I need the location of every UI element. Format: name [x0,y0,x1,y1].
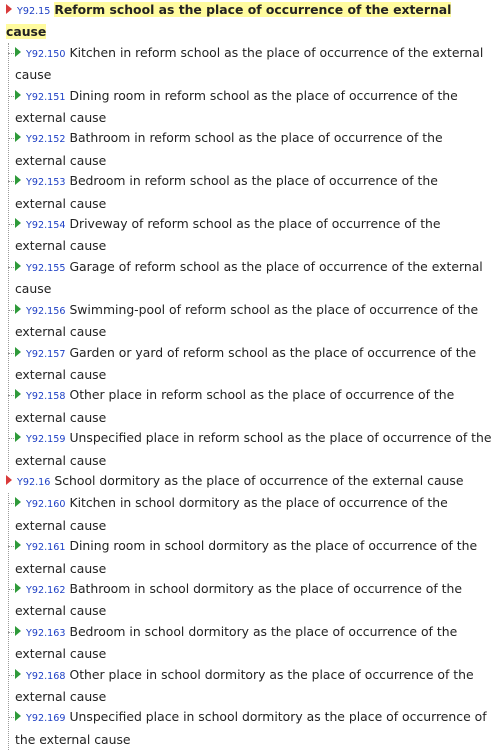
tree-node-row[interactable] [6,622,500,665]
tree-elbow-line [8,717,14,718]
node-title[interactable]: Driveway of reform school as the place of occurrence of the external cause [15,216,441,254]
tree-node-row[interactable] [6,493,500,536]
tree-node-y92-153[interactable] [6,171,500,214]
tree-node-y92-155[interactable] [6,257,500,300]
tree-node-row[interactable] [6,707,500,750]
tree-node-y92-16[interactable] [0,471,500,750]
child-list [6,493,500,750]
tree-node-y92-159[interactable] [6,428,500,471]
tree-node-y92-152[interactable] [6,128,500,171]
tree-node-y92-160[interactable] [6,493,500,536]
expanded-triangle-icon[interactable] [6,4,12,14]
tree-elbow-line [8,675,14,676]
tree-node-row[interactable] [6,536,500,579]
collapsed-triangle-icon[interactable] [15,432,21,442]
tree-node-y92-151[interactable] [6,86,500,129]
collapsed-triangle-icon[interactable] [15,90,21,100]
collapsed-triangle-icon[interactable] [15,389,21,399]
node-code[interactable]: Y92.157 [26,348,66,360]
collapsed-triangle-icon[interactable] [15,711,21,721]
tree-elbow-line [8,181,14,182]
tree-node-row[interactable] [6,665,500,708]
node-code[interactable]: Y92.161 [26,542,66,554]
collapsed-triangle-icon[interactable] [15,304,21,314]
tree-node-row[interactable] [6,257,500,300]
child-list [6,43,500,471]
tree-elbow-line [8,438,14,439]
tree-node-row[interactable] [6,86,500,129]
node-code[interactable]: Y92.154 [26,220,66,232]
node-title[interactable]: Bathroom in school dormitory as the place of occurrence of the external cause [15,580,463,619]
node-code[interactable]: Y92.162 [26,584,66,596]
node-title[interactable]: Unspecified place in school dormitory as the place of occurrence of the external cause [15,709,487,747]
node-code[interactable]: Y92.163 [26,627,66,639]
tree-elbow-line [8,589,14,590]
collapsed-triangle-icon[interactable] [15,497,21,507]
collapsed-triangle-icon[interactable] [15,347,21,357]
node-title[interactable]: Garage of reform school as the place of occurrence of the external cause [15,258,483,297]
tree-elbow-line [8,632,14,633]
tree-node-row[interactable] [6,0,500,43]
tree-elbow-line [8,53,14,54]
node-title[interactable]: Bedroom in school dormitory as the place of occurrence of the external cause [15,623,458,662]
tree-elbow-line [8,503,14,504]
tree-node-row[interactable] [6,128,500,171]
node-title[interactable]: Other place in school dormitory as the place of occurrence of the external cause [15,666,474,704]
node-title[interactable]: Garden or yard of reform school as the place of occurrence of the external cause [15,344,477,382]
node-title[interactable]: Bedroom in reform school as the place of occurrence of the external cause [15,173,438,211]
tree-elbow-line [8,353,14,354]
tree-node-row[interactable] [6,300,500,343]
node-title[interactable]: Other place in reform school as the place of occurrence of the external cause [15,387,455,425]
tree-elbow-line [8,224,14,225]
collapsed-triangle-icon[interactable] [15,47,21,57]
node-title[interactable]: Dining room in reform school as the place of occurrence of the external cause [15,87,458,126]
collapsed-triangle-icon[interactable] [15,132,21,142]
node-code[interactable]: Y92.152 [26,134,66,146]
tree-elbow-line [8,138,14,139]
node-title[interactable]: Reform school as the place of occurrence of the external cause [6,2,452,40]
node-code[interactable]: Y92.160 [26,499,66,511]
tree-node-y92-163[interactable] [6,622,500,665]
collapsed-triangle-icon[interactable] [15,626,21,636]
node-code[interactable]: Y92.158 [26,391,66,403]
node-title[interactable]: Unspecified place in reform school as the place of occurrence of the external cause [15,430,492,468]
tree-node-row[interactable] [6,471,500,493]
tree-node-y92-157[interactable] [6,343,500,386]
collapsed-triangle-icon[interactable] [15,175,21,185]
node-title[interactable]: Kitchen in reform school as the place of occurrence of the external cause [15,44,484,83]
collapsed-triangle-icon[interactable] [15,261,21,271]
node-code[interactable]: Y92.168 [26,670,66,682]
tree-elbow-line [8,310,14,311]
tree-node-row[interactable] [6,428,500,471]
collapsed-triangle-icon[interactable] [15,583,21,593]
tree-elbow-line [8,546,14,547]
node-code[interactable]: Y92.155 [26,262,66,274]
node-title[interactable]: Kitchen in school dormitory as the place of occurrence of the external cause [15,495,448,533]
tree-node-y92-162[interactable] [6,579,500,622]
node-title[interactable]: Dining room in school dormitory as the place of occurrence of the external cause [15,538,478,576]
tree-elbow-line [8,395,14,396]
node-code[interactable]: Y92.15 [17,6,51,17]
tree-node-y92-150[interactable] [6,43,500,86]
tree-node-y92-158[interactable] [6,385,500,428]
tree-elbow-line [8,267,14,268]
node-code[interactable]: Y92.169 [26,713,66,725]
node-code[interactable]: Y92.153 [26,177,66,189]
tree-node-row[interactable] [6,171,500,214]
tree-node-y92-156[interactable] [6,300,500,343]
tree-node-y92-161[interactable] [6,536,500,579]
tree-node-row[interactable] [6,385,500,428]
collapsed-triangle-icon[interactable] [15,218,21,228]
tree-elbow-line [8,96,14,97]
tree-node-row[interactable] [6,343,500,386]
node-code[interactable]: Y92.151 [26,91,66,103]
node-title[interactable]: School dormitory as the place of occurrence of the external cause [54,472,464,488]
tree-node-row[interactable] [6,214,500,257]
collapsed-triangle-icon[interactable] [15,540,21,550]
collapsed-triangle-icon[interactable] [15,669,21,679]
expanded-triangle-icon[interactable] [6,475,12,485]
tree-node-row[interactable] [6,579,500,622]
node-code[interactable]: Y92.159 [26,434,66,446]
node-title[interactable]: Bathroom in reform school as the place of occurrence of the external cause [15,130,443,168]
tree-node-row[interactable] [6,43,500,86]
tree-node-y92-169[interactable] [6,707,500,750]
tree-node-y92-154[interactable] [6,214,500,257]
node-code[interactable]: Y92.156 [26,305,66,317]
tree-node-y92-168[interactable] [6,665,500,708]
node-code[interactable]: Y92.16 [17,476,51,488]
node-code[interactable]: Y92.150 [26,48,66,60]
node-title[interactable]: Swimming-pool of reform school as the place of occurrence of the external cause [15,301,479,340]
